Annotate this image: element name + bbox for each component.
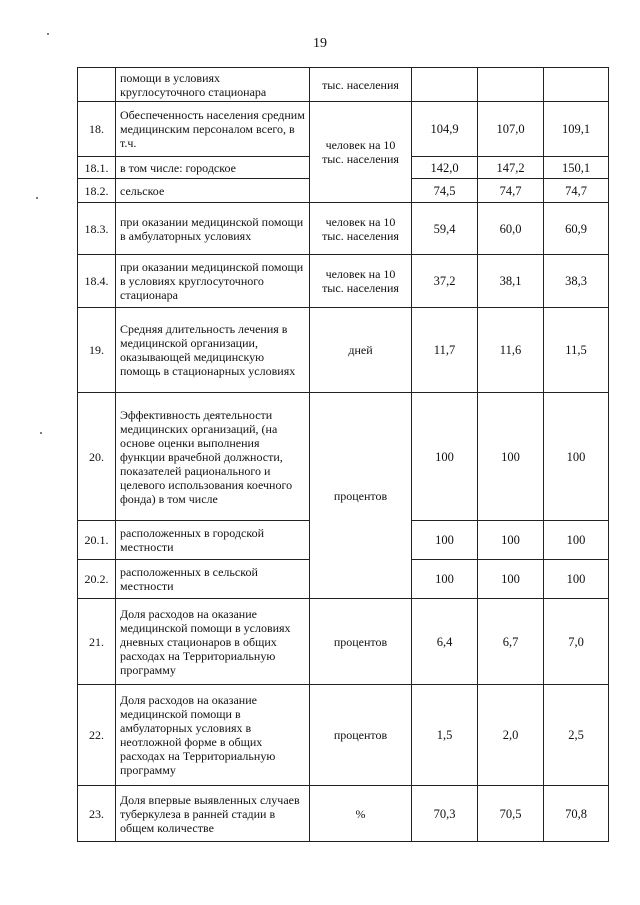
scan-speck — [40, 432, 42, 434]
value-cell: 107,0 — [478, 102, 544, 157]
value-cell: 74,7 — [478, 179, 544, 203]
value-cell: 38,3 — [544, 255, 609, 308]
indicator-name: Средняя длительность лечения в медицинской организации, оказывающей медицинскую помощь в стационарных условиях — [116, 308, 310, 393]
indicator-name: помощи в условиях круглосуточного стационара — [116, 68, 310, 102]
unit-cell: тыс. населения — [310, 68, 412, 102]
value-cell — [478, 68, 544, 102]
table-row — [78, 308, 609, 393]
table-row — [78, 685, 609, 786]
indicator-name: Эффективность деятельности медицинских организаций, (на основе оценки выполнения функции врачебной должности, показателей рационального и целевого использования коечного фонда) в том числе — [116, 393, 310, 521]
value-cell: 100 — [478, 521, 544, 560]
value-cell: 6,4 — [412, 599, 478, 685]
indicator-name: в том числе: городское — [116, 157, 310, 179]
value-cell: 2,0 — [478, 685, 544, 786]
row-number: 21. — [78, 599, 116, 685]
value-cell: 70,8 — [544, 786, 609, 842]
value-cell: 11,5 — [544, 308, 609, 393]
table-row — [78, 203, 609, 255]
table-row — [78, 102, 609, 157]
row-number: 19. — [78, 308, 116, 393]
value-cell: 100 — [412, 393, 478, 521]
unit-cell: человек на 10 тыс. населения — [310, 203, 412, 255]
row-number: 23. — [78, 786, 116, 842]
value-cell: 74,7 — [544, 179, 609, 203]
value-cell: 11,6 — [478, 308, 544, 393]
value-cell: 37,2 — [412, 255, 478, 308]
value-cell: 38,1 — [478, 255, 544, 308]
unit-cell: человек на 10 тыс. населения — [310, 102, 412, 203]
table-row — [78, 68, 609, 102]
value-cell: 60,0 — [478, 203, 544, 255]
value-cell: 100 — [478, 560, 544, 599]
indicator-name: при оказании медицинской помощи в условиях круглосуточного стационара — [116, 255, 310, 308]
value-cell: 100 — [544, 560, 609, 599]
indicator-name: Доля расходов на оказание медицинской помощи в амбулаторных условиях в неотложной форме в общих расходах на Территориальную программу — [116, 685, 310, 786]
unit-cell: % — [310, 786, 412, 842]
row-number: 20.2. — [78, 560, 116, 599]
value-cell: 100 — [544, 521, 609, 560]
value-cell: 100 — [412, 521, 478, 560]
value-cell: 100 — [544, 393, 609, 521]
value-cell — [412, 68, 478, 102]
indicator-name: расположенных в сельской местности — [116, 560, 310, 599]
unit-cell: процентов — [310, 599, 412, 685]
value-cell: 100 — [478, 393, 544, 521]
unit-cell: процентов — [310, 393, 412, 599]
page-number: 19 — [313, 36, 327, 51]
value-cell: 74,5 — [412, 179, 478, 203]
unit-cell: процентов — [310, 685, 412, 786]
row-number: 18.4. — [78, 255, 116, 308]
table-row — [78, 599, 609, 685]
row-number: 20.1. — [78, 521, 116, 560]
value-cell: 142,0 — [412, 157, 478, 179]
indicator-name: Доля расходов на оказание медицинской помощи в условиях дневных стационаров в общих расходах на Территориальную программу — [116, 599, 310, 685]
value-cell: 70,3 — [412, 786, 478, 842]
indicator-name: при оказании медицинской помощи в амбулаторных условиях — [116, 203, 310, 255]
value-cell: 6,7 — [478, 599, 544, 685]
table-row — [78, 786, 609, 842]
value-cell: 1,5 — [412, 685, 478, 786]
unit-cell: дней — [310, 308, 412, 393]
value-cell: 11,7 — [412, 308, 478, 393]
indicator-name: Доля впервые выявленных случаев туберкулеза в ранней стадии в общем количестве — [116, 786, 310, 842]
row-number: 18.3. — [78, 203, 116, 255]
row-number: 20. — [78, 393, 116, 521]
table-row — [78, 255, 609, 308]
indicators-table — [77, 67, 609, 842]
scan-speck — [47, 33, 49, 35]
value-cell — [544, 68, 609, 102]
value-cell: 59,4 — [412, 203, 478, 255]
value-cell: 60,9 — [544, 203, 609, 255]
value-cell: 147,2 — [478, 157, 544, 179]
scan-speck — [36, 197, 38, 199]
indicator-name: сельское — [116, 179, 310, 203]
value-cell: 100 — [412, 560, 478, 599]
row-number: 18. — [78, 102, 116, 157]
value-cell: 2,5 — [544, 685, 609, 786]
value-cell: 104,9 — [412, 102, 478, 157]
row-number: 18.1. — [78, 157, 116, 179]
value-cell: 70,5 — [478, 786, 544, 842]
row-number: 18.2. — [78, 179, 116, 203]
value-cell: 150,1 — [544, 157, 609, 179]
indicator-name: Обеспеченность населения средним медицинским персоналом всего, в т.ч. — [116, 102, 310, 157]
table-row — [78, 393, 609, 521]
unit-cell: человек на 10 тыс. населения — [310, 255, 412, 308]
row-number: 22. — [78, 685, 116, 786]
value-cell: 109,1 — [544, 102, 609, 157]
row-number — [78, 68, 116, 102]
indicator-name: расположенных в городской местности — [116, 521, 310, 560]
value-cell: 7,0 — [544, 599, 609, 685]
